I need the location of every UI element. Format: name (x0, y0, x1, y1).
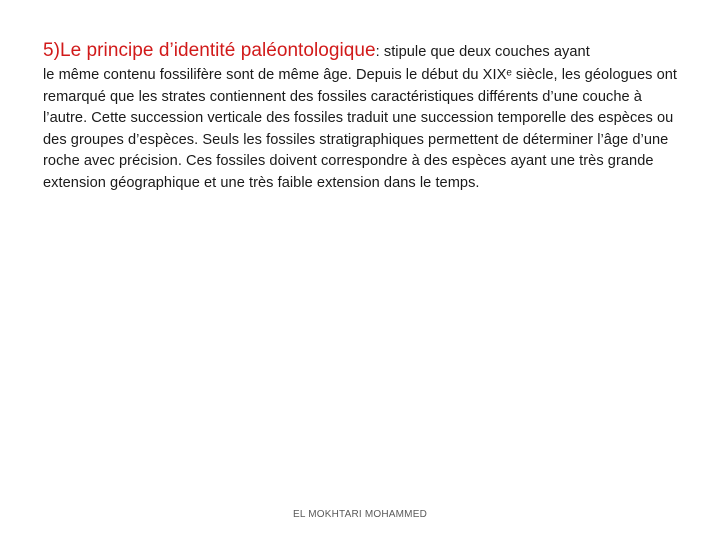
slide-content (43, 38, 683, 195)
footer-author: EL MOKHTARI MOHAMMED (292, 509, 427, 520)
title-continuation: : stipule que deux couches ayant (375, 44, 590, 60)
slide-title: 5)Le principe d’identité paléontologique (43, 40, 376, 61)
body-paragraph: le même contenu fossilifère sont de même âge. Depuis le début du XIXᵉ siècle, les géologues ont remarqué que les strates contiennent des fossiles caractéristiques différents d’une couche à l’autre. Cette succession verticale des fossiles traduit une succession temporelle des espèces ou des groupes d’espèces. Seuls les fossiles stratigraphiques permettent de déterminer l’âge d’une roche avec précision. Ces fossiles doivent correspondre à des espèces ayant une très grande extension géographique et une très faible extension dans le temps. (43, 67, 678, 191)
heading-line (43, 38, 683, 64)
